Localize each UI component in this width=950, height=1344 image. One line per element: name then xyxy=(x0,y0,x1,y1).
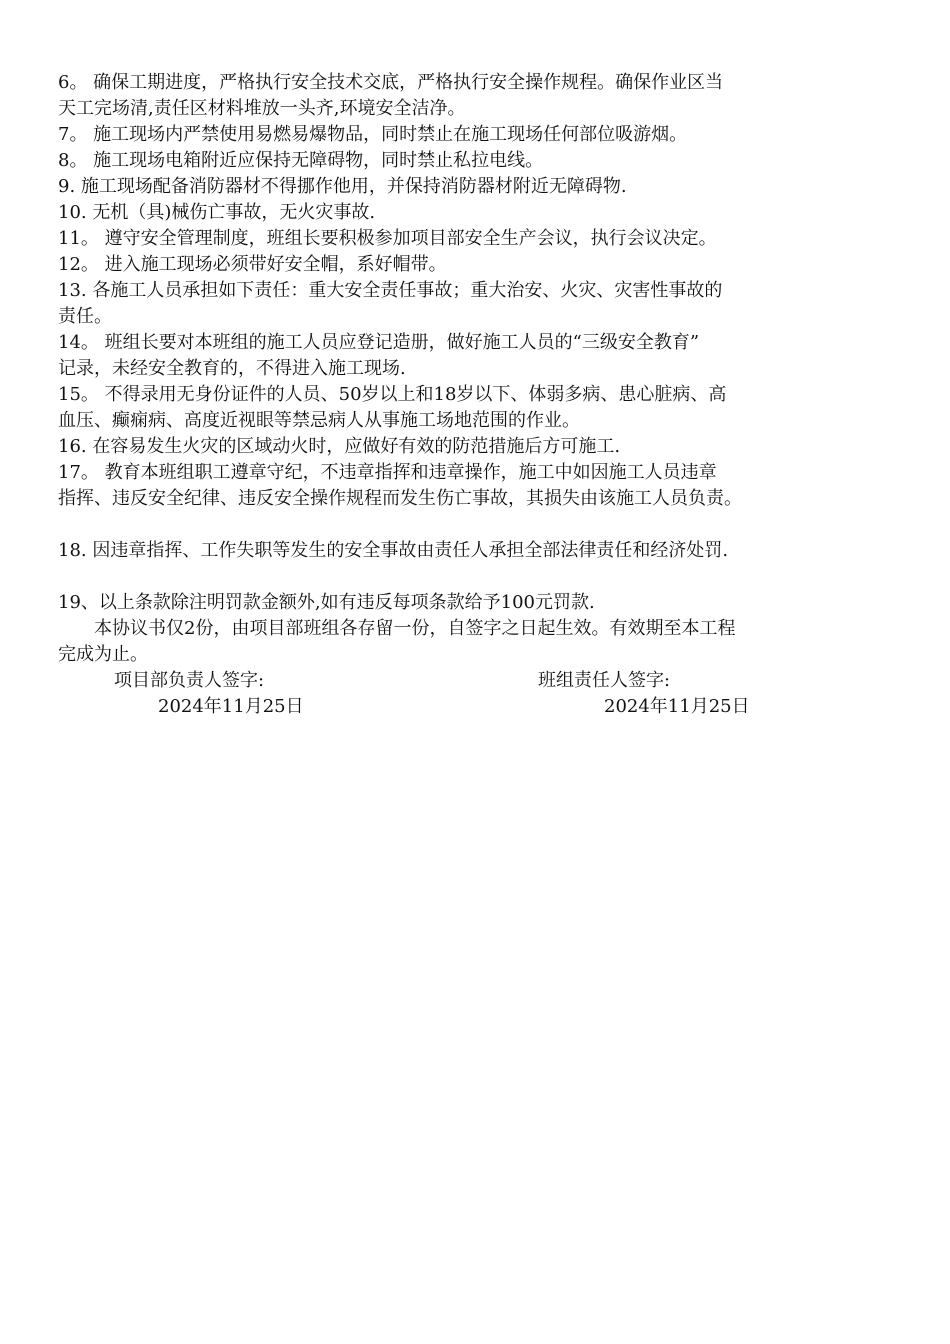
clause-14-line-1: 14。 班组长要对本班组的施工人员应登记造册，做好施工人员的“三级安全教育” xyxy=(58,332,700,353)
clause-13-line-1: 13. 各施工人员承担如下责任：重大安全责任事故；重大治安、火灾、灾害性事故的 xyxy=(58,280,723,301)
clause-6-line-2: 天工完场清,责任区材料堆放一头齐,环境安全洁净。 xyxy=(58,98,466,119)
clause-7: 7。 施工现场内严禁使用易燃易爆物品，同时禁止在施工现场任何部位吸游烟。 xyxy=(58,124,688,145)
clause-18: 18. 因违章指挥、工作失职等发生的安全事故由责任人承担全部法律责任和经济处罚. xyxy=(58,540,729,561)
closing-line-1: 本协议书仅2份，由项目部班组各存留一份，自签字之日起生效。有效期至本工程 xyxy=(94,618,736,639)
clause-19: 19、以上条款除注明罚款金额外,如有违反每项条款给予100元罚款. xyxy=(58,592,595,613)
project-manager-signature-label: 项目部负责人签字: xyxy=(114,670,265,691)
blank-line xyxy=(58,564,894,590)
signature-row xyxy=(58,668,894,694)
project-manager-date: 2024年11月25日 xyxy=(158,696,304,717)
clause-15 xyxy=(58,382,894,434)
clause-10: 10. 无机（具)械伤亡事故，无火灾事故. xyxy=(58,202,376,223)
clause-16: 16. 在容易发生火灾的区域动火时，应做好有效的防范措施后方可施工. xyxy=(58,436,621,457)
team-leader-date: 2024年11月25日 xyxy=(604,696,750,717)
clause-6 xyxy=(58,70,894,122)
clause-6-line-1: 6。 确保工期进度，严格执行安全技术交底，严格执行安全操作规程。确保作业区当 xyxy=(58,72,724,93)
blank-line xyxy=(58,512,894,538)
clause-14-line-2: 记录，未经安全教育的，不得进入施工现场. xyxy=(58,358,406,379)
clause-17-line-2: 指挥、违反安全纪律、违反安全操作规程而发生伤亡事故，其损失由该施工人员负责。 xyxy=(58,488,742,509)
document-body xyxy=(58,70,894,720)
clause-15-line-1: 15。 不得录用无身份证件的人员、50岁以上和18岁以下、体弱多病、患心脏病、高 xyxy=(58,384,727,405)
clause-8: 8。 施工现场电箱附近应保持无障碍物，同时禁止私拉电线。 xyxy=(58,150,544,171)
clause-13 xyxy=(58,278,894,330)
clause-13-line-2: 责任。 xyxy=(58,306,112,327)
clause-15-line-2: 血压、癫痫病、高度近视眼等禁忌病人从事施工场地范围的作业。 xyxy=(58,410,580,431)
clause-14 xyxy=(58,330,894,382)
clause-17 xyxy=(58,460,894,512)
clause-9: 9. 施工现场配备消防器材不得挪作他用，并保持消防器材附近无障碍物. xyxy=(58,176,627,197)
clause-11: 11。 遵守安全管理制度，班组长要积极参加项目部安全生产会议，执行会议决定。 xyxy=(58,228,717,249)
clause-12: 12。 进入施工现场必须带好安全帽，系好帽带。 xyxy=(58,254,447,275)
closing-line-2: 完成为止。 xyxy=(58,644,148,665)
closing-paragraph xyxy=(58,616,894,668)
date-row xyxy=(58,694,894,720)
clause-17-line-1: 17。 教育本班组职工遵章守纪，不违章指挥和违章操作，施工中如因施工人员违章 xyxy=(58,462,717,483)
team-leader-signature-label: 班组责任人签字: xyxy=(538,670,671,691)
